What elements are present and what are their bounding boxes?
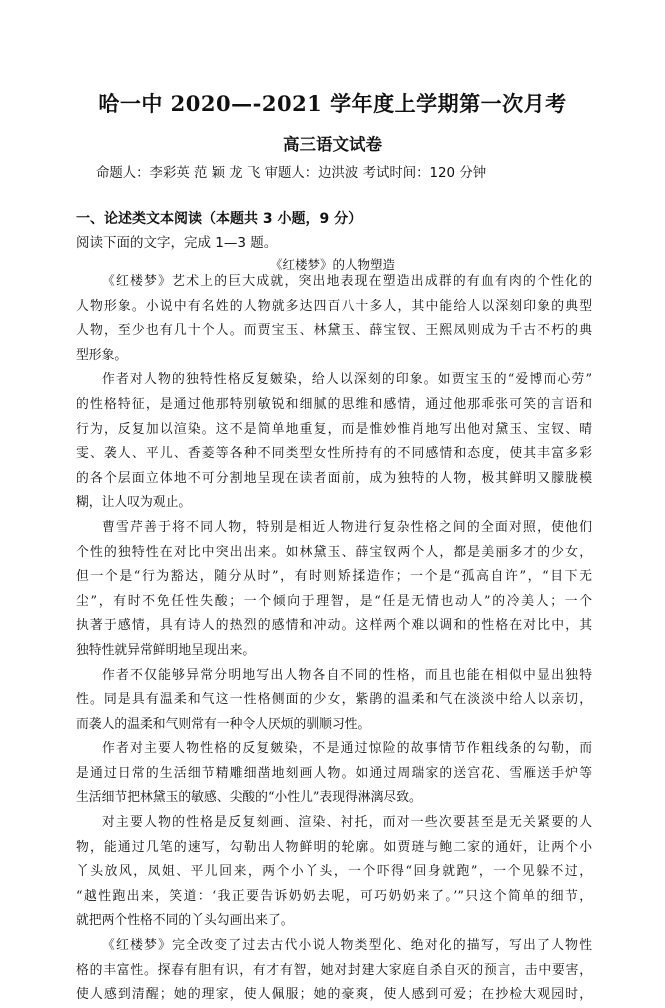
text-line: 人物形象。小说中有名姓的人物就多达四百八十多人，其中能给人以深刻印象的典型 (76, 298, 592, 314)
text-line: 雯、袭人、平儿、香菱等各种不同类型女性所持有的不同感情和态度，使其丰富多彩 (76, 446, 592, 462)
text-line: 个性的独特性在对比中突出出来。如林黛玉、薛宝钗两个人，都是美丽多才的少女， (76, 544, 592, 560)
text-line: 的各个层面立体地不可分割地呈现在读者面前，成为独特的人物，极其鲜明又朦胧模 (76, 470, 592, 486)
text-line: 行为，反复加以渲染。这不是简单地重复，而是惟妙惟肖地写出他对黛玉、宝钗、晴 (76, 421, 592, 437)
text-line: 人物，至少也有几十个人。而贾宝玉、林黛玉、薛宝钗、王熙凤则成为千古不朽的典 (76, 323, 592, 339)
article-title: 《红楼梦》的人物塑造 (269, 257, 395, 272)
section-heading: 一、论述类文本阅读（本题共 3 小题，9 分） (76, 211, 363, 227)
text-line: 作者对人物的独特性格反复皴染，给人以深刻的印象。如贾宝玉的“爱博而心劳” (102, 372, 592, 388)
text-line: 曹雪芹善于将不同人物，特别是相近人物进行复杂性格之间的全面对照，使他们 (102, 519, 592, 535)
exam-title: 哈一中 2020—-2021 学年度上学期第一次月考 (98, 91, 567, 116)
text-line: 执著于感情，具有诗人的热烈的感情和冲动。这样两个难以调和的性格在对比中，其 (76, 618, 592, 634)
text-line: 《红楼梦》艺术上的巨大成就，突出地表现在塑造出成群的有血有肉的个性化的 (102, 274, 592, 289)
text-line: 格的丰富性。探春有胆有识，有才有智，她对封建大家庭自杀自灭的预言，击中要害， (76, 962, 592, 978)
text-line: 糊，让人叹为观止。 (76, 495, 192, 511)
text-line: 丫头放风，凤姐、平儿回来，两个小丫头，一个吓得“回身就跑”，一个见躲不过， (76, 864, 592, 880)
exam-subtitle: 高三语文试卷 (283, 135, 382, 154)
text-line: 而袭人的温柔和气则常有一种令人厌烦的驯顺习性。 (76, 716, 371, 732)
text-line: 尘”，有时不免任性失酸；一个倾向于理智，是“任是无情也动人”的冷美人；一个 (76, 593, 592, 609)
text-line: 作者不仅能够异常分明地写出人物各自不同的性格，而且也能在相似中显出独特 (102, 667, 592, 683)
section-instruction: 阅读下面的文字，完成 1—3 题。 (76, 235, 278, 251)
text-line: 使人感到清醒；她的理家，使人佩服；她的豪爽，使人感到可爱；在抄检大观园时， (76, 987, 592, 1003)
text-line: “越性跑出来，笑道：‘我正要告诉奶奶去呢，可巧奶奶来了。’”只这个简单的细节， (76, 888, 592, 904)
text-line: 型形象。 (76, 347, 128, 363)
text-line: 的性格特征，是通过他那特别敏锐和细腻的思维和感情，通过他那乖张可笑的言语和 (76, 396, 592, 412)
text-line: 物，能通过几笔的速写，勾勒出人物鲜明的轮廓。如贾琏与鲍二家的通奸，让两个小 (76, 839, 592, 855)
text-line: 性。同是具有温柔和气这一性格侧面的少女，紫鹃的温柔和气在淡淡中给人以亲切， (76, 692, 592, 708)
text-line: 对主要人物的性格是反复刻画、渲染、衬托，而对一些次要甚至是无关紧要的人 (102, 815, 592, 831)
text-line: 是通过日常的生活细节精雕细凿地刻画人物。如通过周瑞家的送宫花、雪雁送手炉等 (76, 765, 592, 781)
exam-meta-info: 命题人：李彩英 范 颖 龙 飞 审题人：边洪波 考试时间：120 分钟 (96, 166, 487, 181)
article-body (76, 270, 592, 1008)
text-line: 生活细节把林黛玉的敏感、尖酸的“小性儿”表现得淋漓尽致。 (76, 790, 422, 806)
text-line: 作者对主要人物性格的反复皴染，不是通过惊险的故事情节作粗线条的勾勒，而 (102, 741, 592, 757)
text-line: 独特性就异常鲜明地呈现出来。 (76, 642, 256, 658)
text-line: 《红楼梦》完全改变了过去古代小说人物类型化、绝对化的描写，写出了人物性 (102, 938, 592, 954)
text-line: 但一个是“行为豁达，随分从时”，有时则矫揉造作；一个是“孤高自许”，“目下无 (76, 569, 592, 585)
text-line: 就把两个性格不同的丫头勾画出来了。 (76, 913, 294, 929)
